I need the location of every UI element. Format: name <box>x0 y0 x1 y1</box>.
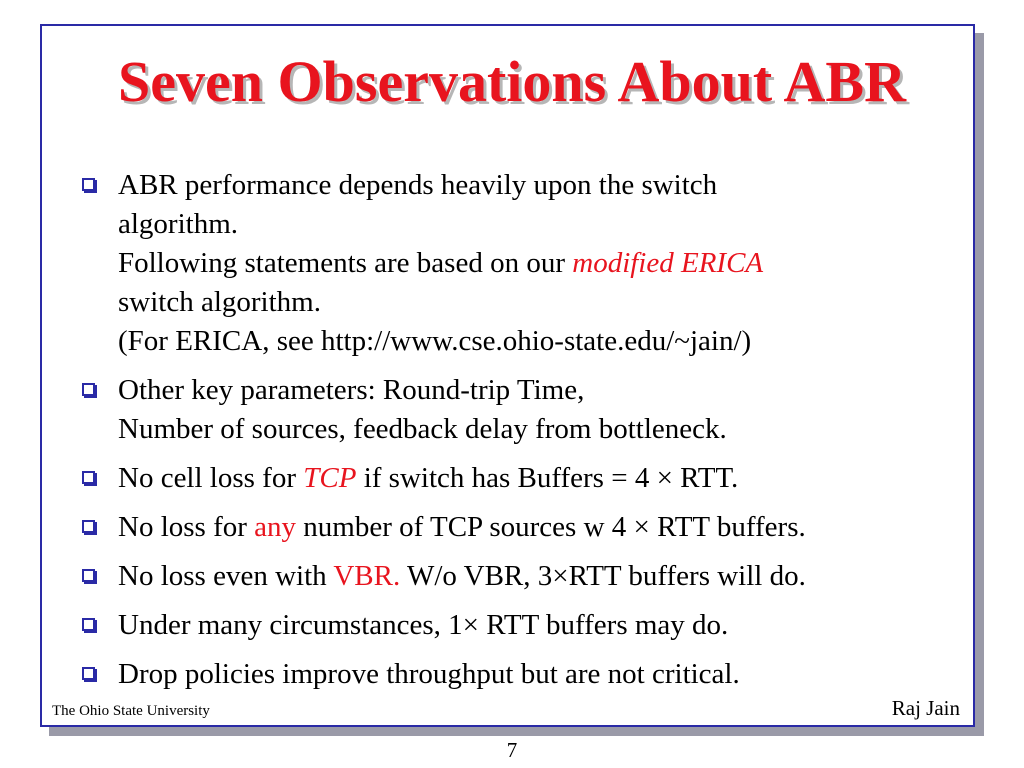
bullet-text: No cell loss for <box>118 462 304 494</box>
footer-author: Raj Jain <box>891 696 960 720</box>
bullet-item <box>78 606 958 645</box>
bullet-text: W/o VBR, 3×RTT buffers will do. <box>400 560 806 592</box>
bullet-line <box>118 557 958 596</box>
bullet-line <box>118 606 958 645</box>
highlighted-text: modified ERICA <box>572 247 764 279</box>
hollow-square-bullet-icon <box>82 569 95 582</box>
hollow-square-bullet-icon <box>82 178 95 191</box>
bullet-text: Following statements are based on our <box>118 247 573 279</box>
bullet-line <box>118 322 958 361</box>
bullet-item <box>78 459 958 498</box>
bullet-text: Number of sources, feedback delay from bottleneck. <box>118 413 727 445</box>
bullet-line <box>118 244 958 283</box>
bullet-text: (For ERICA, see http://www.cse.ohio-state.edu/~jain/) <box>118 325 752 357</box>
bullet-line <box>118 205 958 244</box>
bullet-item <box>78 508 958 547</box>
slide-title: Seven Observations About ABR <box>118 49 906 114</box>
bullet-item <box>78 655 958 694</box>
bullet-text: Under many circumstances, 1× RTT buffers may do. <box>118 609 729 641</box>
hollow-square-bullet-icon <box>82 667 95 680</box>
footer-institution: The Ohio State University <box>52 703 210 719</box>
hollow-square-bullet-icon <box>82 471 95 484</box>
bullet-line <box>118 371 958 410</box>
bullet-text: ABR performance depends heavily upon the switch <box>118 169 718 201</box>
hollow-square-bullet-icon <box>82 618 95 631</box>
highlighted-text: VBR. <box>333 560 401 592</box>
page-number: 7 <box>506 738 518 762</box>
highlighted-text: any <box>254 511 297 543</box>
bullet-text: No loss even with <box>118 560 334 592</box>
bullet-line <box>118 283 958 322</box>
bullet-text: No loss for <box>118 511 255 543</box>
bullet-list <box>78 166 958 704</box>
bullet-item <box>78 166 958 361</box>
bullet-text: Other key parameters: Round-trip Time, <box>118 374 585 406</box>
bullet-item <box>78 557 958 596</box>
bullet-text: algorithm. <box>118 208 239 240</box>
bullet-text: Drop policies improve throughput but are not critical. <box>118 658 740 690</box>
highlighted-text: TCP <box>303 462 357 494</box>
bullet-line <box>118 459 958 498</box>
bullet-text: if switch has Buffers = 4 × RTT. <box>356 462 739 494</box>
bullet-line <box>118 508 958 547</box>
hollow-square-bullet-icon <box>82 520 95 533</box>
bullet-line <box>118 410 958 449</box>
bullet-line <box>118 655 958 694</box>
bullet-line <box>118 166 958 205</box>
bullet-text: switch algorithm. <box>118 286 321 318</box>
hollow-square-bullet-icon <box>82 383 95 396</box>
bullet-item <box>78 371 958 449</box>
bullet-text: number of TCP sources w 4 × RTT buffers. <box>296 511 806 543</box>
